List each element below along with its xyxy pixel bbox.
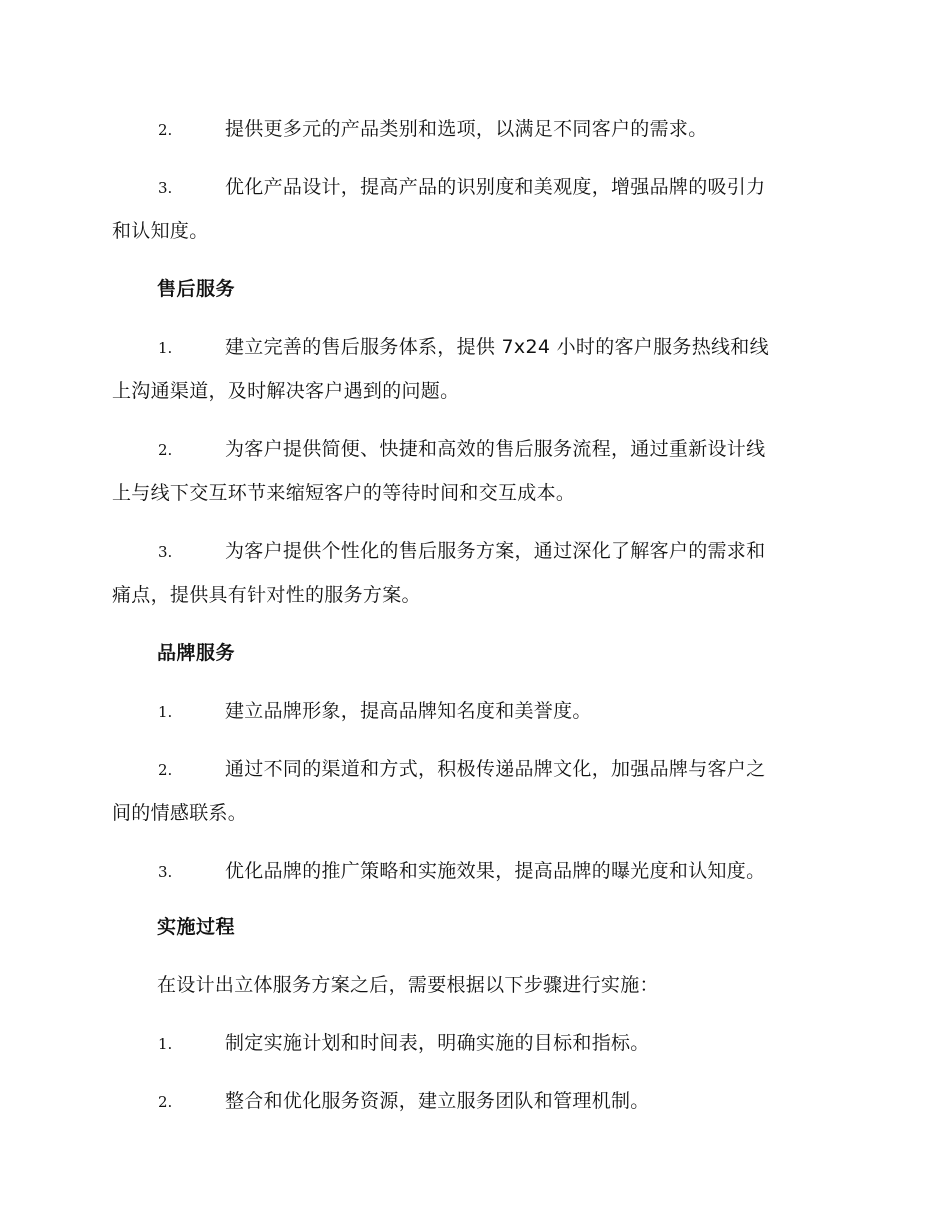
list-text-continuation: 间的情感联系。: [112, 802, 248, 824]
list-text: 为客户提供个性化的售后服务方案，通过深化了解客户的需求和: [225, 540, 766, 562]
list-number: 2.: [158, 761, 173, 779]
list-number: 1.: [158, 703, 173, 721]
section-heading-implementation: 实施过程: [157, 916, 236, 938]
list-text: 为客户提供简便、快捷和高效的售后服务流程，通过重新设计线: [225, 438, 766, 460]
list-text-continuation: 上与线下交互环节来缩短客户的等待时间和交互成本。: [112, 482, 576, 504]
list-number: 2.: [158, 121, 173, 139]
list-text: 优化品牌的推广策略和实施效果，提高品牌的曝光度和认知度。: [225, 860, 766, 882]
section-heading-brand: 品牌服务: [157, 642, 236, 664]
list-text: 整合和优化服务资源，建立服务团队和管理机制。: [225, 1090, 650, 1112]
list-number: 1.: [158, 339, 173, 357]
intro-paragraph: 在设计出立体服务方案之后，需要根据以下步骤进行实施：: [157, 974, 659, 996]
list-number: 3.: [158, 543, 173, 561]
list-number: 3.: [158, 179, 173, 197]
list-number: 2.: [158, 441, 173, 459]
list-number: 1.: [158, 1035, 173, 1053]
list-number: 3.: [158, 863, 173, 881]
list-text: 优化产品设计，提高产品的识别度和美观度，增强品牌的吸引力: [225, 176, 766, 198]
list-text-continuation: 痛点，提供具有针对性的服务方案。: [112, 584, 421, 606]
list-text: 建立品牌形象，提高品牌知名度和美誉度。: [225, 700, 592, 722]
list-text: 制定实施计划和时间表，明确实施的目标和指标。: [225, 1032, 650, 1054]
section-heading-after-sales: 售后服务: [157, 278, 236, 300]
list-text: 通过不同的渠道和方式，积极传递品牌文化，加强品牌与客户之: [225, 758, 766, 780]
list-text: 建立完善的售后服务体系，提供 7x24 小时的客户服务热线和线: [225, 336, 769, 358]
list-number: 2.: [158, 1093, 173, 1111]
list-text-continuation: 和认知度。: [112, 220, 209, 242]
list-text-continuation: 上沟通渠道，及时解决客户遇到的问题。: [112, 380, 460, 402]
list-text: 提供更多元的产品类别和选项，以满足不同客户的需求。: [225, 118, 708, 140]
